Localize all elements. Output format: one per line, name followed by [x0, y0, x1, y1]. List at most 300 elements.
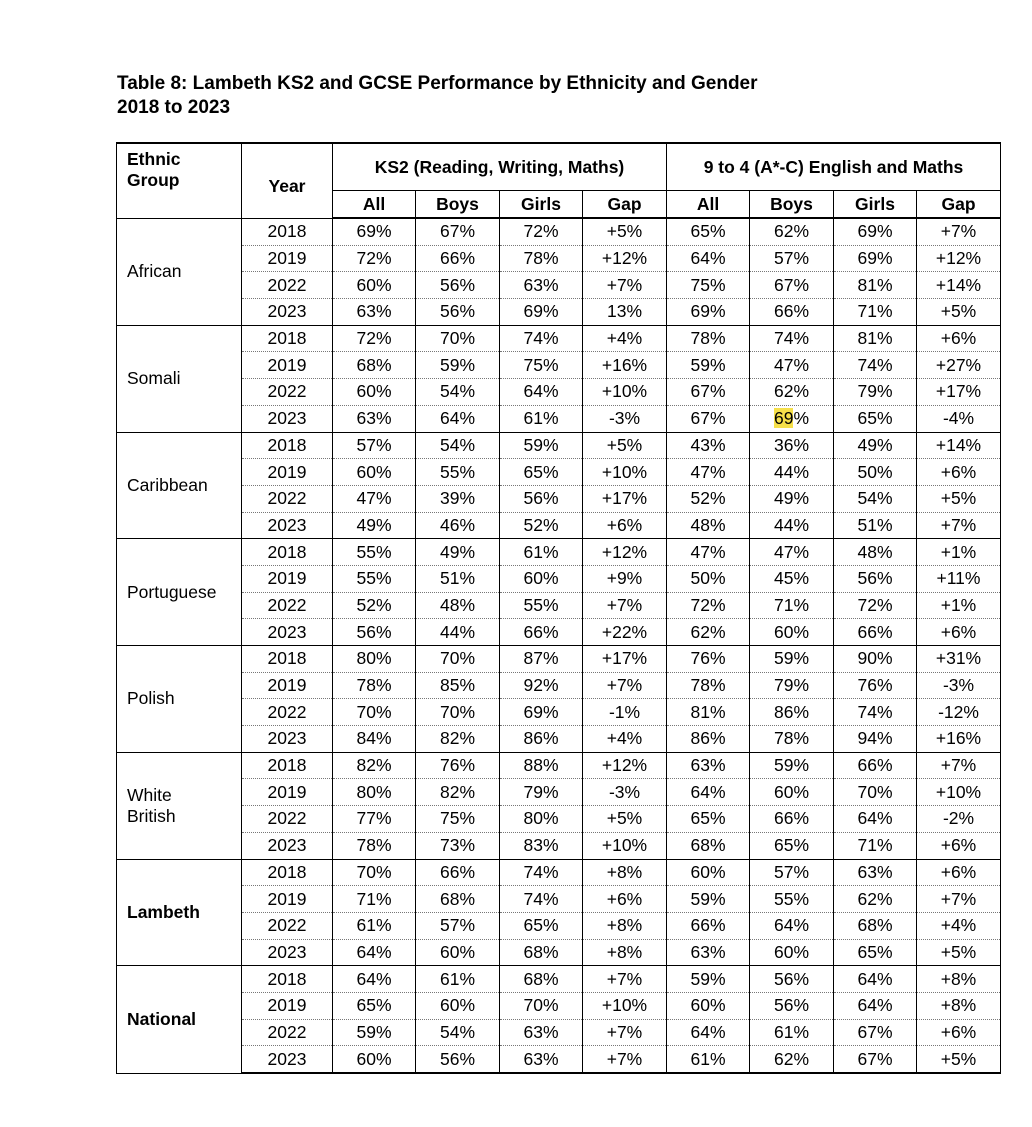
- value-cell: +6%: [583, 512, 667, 539]
- value-cell: 61%: [500, 539, 583, 566]
- value-cell: 74%: [500, 859, 583, 886]
- value-cell: 82%: [416, 726, 500, 753]
- value-cell: 72%: [834, 592, 917, 619]
- value-cell: 59%: [333, 1019, 416, 1046]
- value-cell: +6%: [917, 619, 1001, 646]
- value-cell: 75%: [667, 272, 750, 299]
- value-cell: 65%: [333, 992, 416, 1019]
- value-cell: 57%: [416, 912, 500, 939]
- value-cell: +5%: [583, 218, 667, 245]
- value-cell: 66%: [667, 912, 750, 939]
- value-cell: 47%: [667, 459, 750, 486]
- year-cell: 2022: [242, 592, 333, 619]
- value-cell: 62%: [834, 886, 917, 913]
- value-cell: 48%: [834, 539, 917, 566]
- value-cell: 61%: [333, 912, 416, 939]
- value-cell: +17%: [583, 485, 667, 512]
- value-cell: 78%: [750, 726, 834, 753]
- value-cell: 48%: [416, 592, 500, 619]
- value-cell: 45%: [750, 565, 834, 592]
- table-row: [117, 699, 1001, 726]
- value-cell: 66%: [750, 806, 834, 833]
- value-cell: 60%: [333, 272, 416, 299]
- value-cell: 65%: [667, 806, 750, 833]
- value-cell: +6%: [917, 1019, 1001, 1046]
- year-header: Year: [242, 143, 333, 218]
- value-cell: 78%: [500, 245, 583, 272]
- value-cell: 70%: [333, 699, 416, 726]
- ethnic-group-cell: [117, 646, 242, 753]
- value-cell: +4%: [583, 726, 667, 753]
- value-cell: 76%: [416, 752, 500, 779]
- value-cell: 78%: [667, 325, 750, 352]
- value-cell: +7%: [583, 966, 667, 993]
- table-row: [117, 779, 1001, 806]
- value-cell: -1%: [583, 699, 667, 726]
- value-cell: 59%: [416, 352, 500, 379]
- year-cell: 2019: [242, 352, 333, 379]
- value-cell: 65%: [834, 939, 917, 966]
- value-cell: +7%: [583, 1046, 667, 1073]
- value-cell: 56%: [416, 299, 500, 326]
- year-cell: 2019: [242, 459, 333, 486]
- value-cell: 50%: [834, 459, 917, 486]
- value-cell: 64%: [667, 245, 750, 272]
- value-cell: 63%: [667, 939, 750, 966]
- value-cell: 74%: [500, 886, 583, 913]
- value-cell: +10%: [583, 459, 667, 486]
- value-cell: 66%: [416, 245, 500, 272]
- value-cell: 50%: [667, 565, 750, 592]
- value-cell: 65%: [500, 912, 583, 939]
- value-cell: 60%: [750, 779, 834, 806]
- value-cell: 60%: [333, 459, 416, 486]
- value-cell: 70%: [416, 646, 500, 673]
- value-cell: 67%: [667, 379, 750, 406]
- value-cell: 66%: [500, 619, 583, 646]
- value-cell: 78%: [667, 672, 750, 699]
- ethnic-group-cell: [117, 325, 242, 432]
- value-cell: 61%: [500, 405, 583, 432]
- table-row: [117, 272, 1001, 299]
- value-cell: 60%: [667, 992, 750, 1019]
- value-cell: +11%: [917, 565, 1001, 592]
- table-row: [117, 512, 1001, 539]
- year-cell: 2023: [242, 405, 333, 432]
- value-cell: 94%: [834, 726, 917, 753]
- value-cell: 63%: [500, 272, 583, 299]
- value-cell: +8%: [917, 966, 1001, 993]
- value-cell: 76%: [834, 672, 917, 699]
- ethnic-group-cell: [117, 859, 242, 966]
- table-row: [117, 912, 1001, 939]
- ethnic-header-line1: Ethnic: [127, 149, 181, 169]
- year-cell: 2018: [242, 325, 333, 352]
- value-cell: -12%: [917, 699, 1001, 726]
- value-cell: 56%: [750, 992, 834, 1019]
- value-cell: +1%: [917, 539, 1001, 566]
- value-cell: 59%: [667, 352, 750, 379]
- table-row: [117, 432, 1001, 459]
- value-cell: 63%: [333, 405, 416, 432]
- value-cell: 92%: [500, 672, 583, 699]
- ethnic-group-name: British: [127, 805, 176, 826]
- value-cell: 67%: [834, 1046, 917, 1073]
- value-cell: +14%: [917, 272, 1001, 299]
- value-cell: 77%: [333, 806, 416, 833]
- value-cell: 63%: [667, 752, 750, 779]
- value-cell: 56%: [750, 966, 834, 993]
- highlighted-value: 69: [773, 408, 794, 429]
- value-cell: +17%: [917, 379, 1001, 406]
- value-cell: +27%: [917, 352, 1001, 379]
- value-cell: 60%: [416, 992, 500, 1019]
- value-cell: 64%: [333, 966, 416, 993]
- year-cell: 2018: [242, 539, 333, 566]
- value-cell: +7%: [583, 672, 667, 699]
- value-cell: 59%: [667, 886, 750, 913]
- year-cell: 2018: [242, 218, 333, 245]
- value-cell: 13%: [583, 299, 667, 326]
- value-cell: 69%: [500, 699, 583, 726]
- value-cell: 43%: [667, 432, 750, 459]
- value-cell: 54%: [416, 1019, 500, 1046]
- value-cell: +4%: [917, 912, 1001, 939]
- year-cell: 2023: [242, 299, 333, 326]
- value-cell: 71%: [333, 886, 416, 913]
- gcse-header: 9 to 4 (A*-C) English and Maths: [667, 143, 1001, 191]
- value-cell: 57%: [750, 245, 834, 272]
- value-cell: 67%: [750, 272, 834, 299]
- value-cell: 88%: [500, 752, 583, 779]
- value-cell: 62%: [750, 1046, 834, 1073]
- value-cell: 71%: [834, 299, 917, 326]
- value-cell: 60%: [750, 619, 834, 646]
- value-cell: 47%: [750, 352, 834, 379]
- sub-header-gcse-gap: Gap: [917, 191, 1001, 219]
- ethnic-group-cell: [117, 218, 242, 325]
- value-cell: 75%: [500, 352, 583, 379]
- value-cell: +7%: [583, 272, 667, 299]
- value-cell: 52%: [667, 485, 750, 512]
- value-cell: +5%: [583, 806, 667, 833]
- year-cell: 2018: [242, 752, 333, 779]
- table-row: [117, 859, 1001, 886]
- value-cell: 67%: [834, 1019, 917, 1046]
- value-cell: 52%: [500, 512, 583, 539]
- ethnic-group-cell: [117, 539, 242, 646]
- value-cell: 78%: [333, 672, 416, 699]
- value-cell: 68%: [500, 966, 583, 993]
- year-cell: 2019: [242, 992, 333, 1019]
- value-cell: 56%: [416, 272, 500, 299]
- value-cell: 70%: [500, 992, 583, 1019]
- year-cell: 2023: [242, 726, 333, 753]
- value-cell: 47%: [333, 485, 416, 512]
- year-cell: 2019: [242, 245, 333, 272]
- value-cell: +6%: [917, 832, 1001, 859]
- value-cell: 70%: [416, 325, 500, 352]
- value-cell: 71%: [834, 832, 917, 859]
- value-cell: 55%: [416, 459, 500, 486]
- value-cell: +7%: [583, 592, 667, 619]
- value-cell: 60%: [333, 1046, 416, 1073]
- value-cell: 72%: [333, 245, 416, 272]
- year-cell: 2022: [242, 379, 333, 406]
- value-cell: 60%: [333, 379, 416, 406]
- value-cell: 65%: [750, 832, 834, 859]
- year-cell: 2023: [242, 832, 333, 859]
- table-row: [117, 299, 1001, 326]
- value-cell: 48%: [667, 512, 750, 539]
- ks2-header: KS2 (Reading, Writing, Maths): [333, 143, 667, 191]
- value-cell: 84%: [333, 726, 416, 753]
- value-cell: 86%: [500, 726, 583, 753]
- value-cell: 60%: [750, 939, 834, 966]
- value-cell: 68%: [500, 939, 583, 966]
- table-title-line1: Table 8: Lambeth KS2 and GCSE Performance by Ethnicity and Gender: [117, 73, 758, 94]
- sub-header-gcse-boys: Boys: [750, 191, 834, 219]
- value-cell: 74%: [834, 352, 917, 379]
- value-cell: 65%: [667, 218, 750, 245]
- year-cell: 2023: [242, 512, 333, 539]
- year-cell: 2019: [242, 672, 333, 699]
- value-cell: 81%: [834, 272, 917, 299]
- table-body: [117, 218, 1001, 1073]
- value-cell: 63%: [500, 1019, 583, 1046]
- year-cell: 2023: [242, 619, 333, 646]
- value-cell: 78%: [333, 832, 416, 859]
- table-row: [117, 832, 1001, 859]
- value-cell: +16%: [583, 352, 667, 379]
- value-cell: +8%: [583, 912, 667, 939]
- year-cell: 2018: [242, 966, 333, 993]
- value-cell: +6%: [583, 886, 667, 913]
- value-cell: 62%: [667, 619, 750, 646]
- value-cell: +5%: [917, 299, 1001, 326]
- year-cell: 2019: [242, 565, 333, 592]
- sub-header-ks2-all: All: [333, 191, 416, 219]
- value-cell: 36%: [750, 432, 834, 459]
- value-cell: 61%: [416, 966, 500, 993]
- table-row: [117, 539, 1001, 566]
- value-cell: +7%: [917, 218, 1001, 245]
- year-cell: 2019: [242, 886, 333, 913]
- value-cell: 49%: [333, 512, 416, 539]
- value-cell: 90%: [834, 646, 917, 673]
- ethnic-group-name: Portuguese: [127, 581, 217, 602]
- value-cell: 55%: [333, 565, 416, 592]
- value-cell: +17%: [583, 646, 667, 673]
- value-cell: 59%: [667, 966, 750, 993]
- value-cell: 44%: [416, 619, 500, 646]
- value-cell: 67%: [416, 218, 500, 245]
- value-cell: 69%: [834, 245, 917, 272]
- value-cell: 60%: [667, 859, 750, 886]
- year-cell: 2018: [242, 646, 333, 673]
- value-cell: 76%: [667, 646, 750, 673]
- value-cell: 81%: [667, 699, 750, 726]
- value-cell: +22%: [583, 619, 667, 646]
- value-cell: +4%: [583, 325, 667, 352]
- value-cell: 63%: [500, 1046, 583, 1073]
- value-cell: +5%: [583, 432, 667, 459]
- value-cell: 80%: [333, 779, 416, 806]
- value-cell: 73%: [416, 832, 500, 859]
- value-cell: 56%: [834, 565, 917, 592]
- ethnic-group-name: African: [127, 261, 182, 282]
- value-cell: 70%: [333, 859, 416, 886]
- value-cell: 64%: [834, 806, 917, 833]
- value-cell: 59%: [750, 646, 834, 673]
- value-cell: 64%: [834, 992, 917, 1019]
- table-row: [117, 218, 1001, 245]
- value-cell: 64%: [667, 779, 750, 806]
- value-cell: 68%: [667, 832, 750, 859]
- value-cell: 44%: [750, 512, 834, 539]
- ethnic-header-line2: Group: [127, 170, 180, 190]
- value-cell: 72%: [500, 218, 583, 245]
- value-cell: 86%: [750, 699, 834, 726]
- table-row: [117, 886, 1001, 913]
- table-row: [117, 1019, 1001, 1046]
- performance-table: [116, 142, 1001, 1074]
- value-cell: +7%: [917, 752, 1001, 779]
- value-cell: 74%: [750, 325, 834, 352]
- value-cell: 79%: [500, 779, 583, 806]
- table-row: [117, 379, 1001, 406]
- value-cell: 60%: [416, 939, 500, 966]
- value-cell: 47%: [750, 539, 834, 566]
- year-cell: 2022: [242, 272, 333, 299]
- value-cell: 39%: [416, 485, 500, 512]
- table-title: [117, 72, 758, 120]
- table-row: [117, 485, 1001, 512]
- value-cell: +12%: [583, 539, 667, 566]
- table-row: [117, 565, 1001, 592]
- value-cell: 70%: [834, 779, 917, 806]
- value-cell: 69%: [834, 218, 917, 245]
- table-row: [117, 806, 1001, 833]
- value-cell: 64%: [333, 939, 416, 966]
- table-row: [117, 1046, 1001, 1073]
- value-cell: 54%: [416, 379, 500, 406]
- year-cell: 2018: [242, 859, 333, 886]
- sub-header-ks2-boys: Boys: [416, 191, 500, 219]
- value-cell: 51%: [834, 512, 917, 539]
- value-cell: 68%: [834, 912, 917, 939]
- ethnic-group-name: Lambeth: [127, 901, 200, 922]
- value-cell: 60%: [500, 565, 583, 592]
- table-row: [117, 352, 1001, 379]
- table-title-line2: 2018 to 2023: [117, 97, 231, 118]
- value-cell: 47%: [667, 539, 750, 566]
- value-cell: 82%: [416, 779, 500, 806]
- year-cell: 2022: [242, 1019, 333, 1046]
- value-cell: +12%: [917, 245, 1001, 272]
- value-cell: 66%: [416, 859, 500, 886]
- value-cell: +10%: [917, 779, 1001, 806]
- value-cell: 69%: [750, 405, 834, 432]
- value-cell: 61%: [750, 1019, 834, 1046]
- table-row: [117, 405, 1001, 432]
- value-cell: 79%: [834, 379, 917, 406]
- table-row: [117, 726, 1001, 753]
- value-cell: 69%: [667, 299, 750, 326]
- table-row: [117, 939, 1001, 966]
- value-cell: 54%: [416, 432, 500, 459]
- value-cell: -3%: [583, 779, 667, 806]
- table-row: [117, 619, 1001, 646]
- value-cell: 51%: [416, 565, 500, 592]
- ethnic-group-name: Caribbean: [127, 474, 208, 495]
- value-cell: 57%: [750, 859, 834, 886]
- value-cell: 46%: [416, 512, 500, 539]
- value-cell: 67%: [667, 405, 750, 432]
- ethnic-group-header: [117, 143, 242, 218]
- value-cell: 65%: [500, 459, 583, 486]
- value-cell: 72%: [333, 325, 416, 352]
- value-cell: 55%: [333, 539, 416, 566]
- value-cell: 66%: [750, 299, 834, 326]
- value-cell: 85%: [416, 672, 500, 699]
- table-row: [117, 672, 1001, 699]
- value-cell: 69%: [500, 299, 583, 326]
- value-cell: +7%: [917, 512, 1001, 539]
- sub-header-gcse-all: All: [667, 191, 750, 219]
- value-cell: 74%: [500, 325, 583, 352]
- value-cell: 49%: [750, 485, 834, 512]
- value-cell: 64%: [750, 912, 834, 939]
- table-row: [117, 592, 1001, 619]
- value-cell: +5%: [917, 1046, 1001, 1073]
- value-cell: 64%: [834, 966, 917, 993]
- value-cell: 75%: [416, 806, 500, 833]
- value-cell: -2%: [917, 806, 1001, 833]
- value-cell: 71%: [750, 592, 834, 619]
- value-cell: 80%: [333, 646, 416, 673]
- value-cell: 44%: [750, 459, 834, 486]
- year-cell: 2022: [242, 912, 333, 939]
- table-row: [117, 325, 1001, 352]
- table-row: [117, 245, 1001, 272]
- value-cell: 79%: [750, 672, 834, 699]
- value-cell: 74%: [834, 699, 917, 726]
- sub-header-ks2-gap: Gap: [583, 191, 667, 219]
- year-cell: 2022: [242, 699, 333, 726]
- value-cell: +6%: [917, 325, 1001, 352]
- value-cell: 59%: [750, 752, 834, 779]
- value-cell: 64%: [416, 405, 500, 432]
- value-cell: 64%: [667, 1019, 750, 1046]
- value-cell: 63%: [333, 299, 416, 326]
- year-cell: 2019: [242, 779, 333, 806]
- value-cell: +7%: [917, 886, 1001, 913]
- ethnic-group-name: White: [127, 784, 172, 805]
- value-cell: 83%: [500, 832, 583, 859]
- value-cell: +8%: [583, 939, 667, 966]
- value-cell: 57%: [333, 432, 416, 459]
- year-cell: 2022: [242, 485, 333, 512]
- value-cell: -4%: [917, 405, 1001, 432]
- value-cell: +8%: [917, 992, 1001, 1019]
- value-cell: 66%: [834, 619, 917, 646]
- value-cell: 72%: [667, 592, 750, 619]
- table-row: [117, 992, 1001, 1019]
- value-cell: 87%: [500, 646, 583, 673]
- ethnic-group-cell: [117, 432, 242, 539]
- value-cell: 56%: [500, 485, 583, 512]
